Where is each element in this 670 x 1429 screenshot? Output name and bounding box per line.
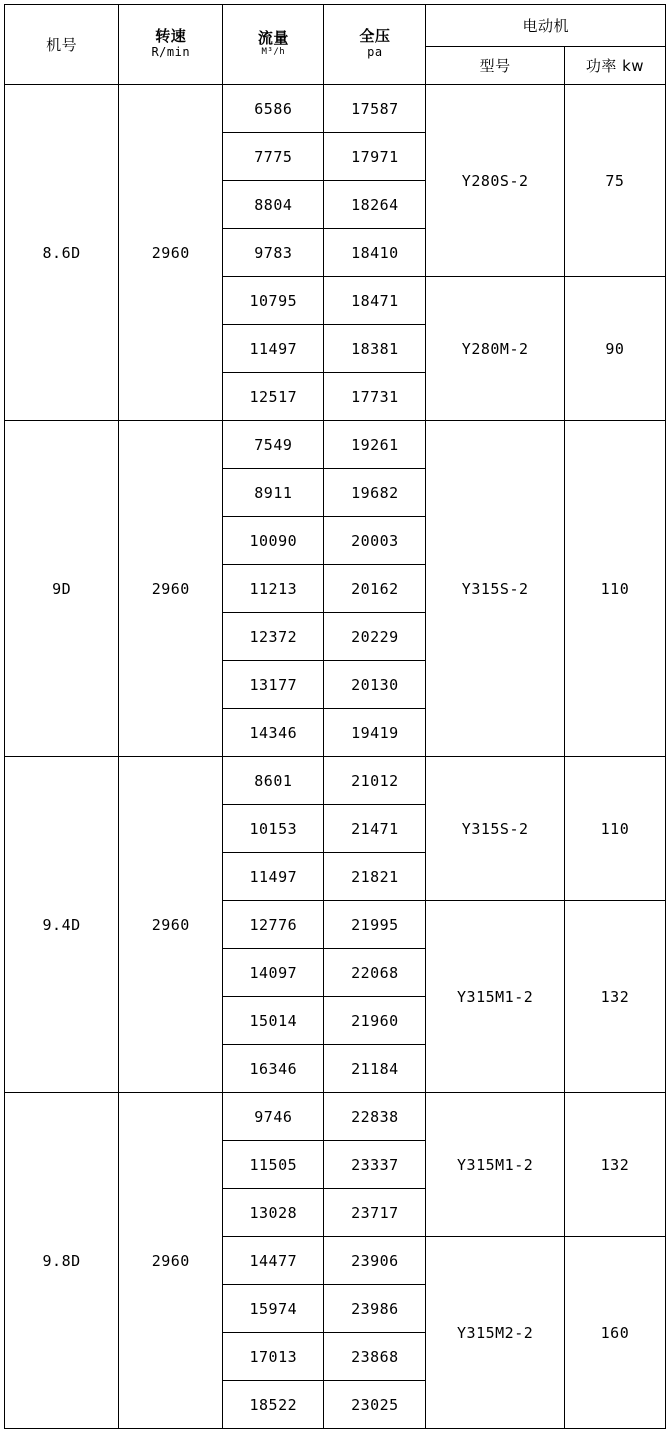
cell-flow: 10795 xyxy=(223,277,324,325)
cell-speed: 2960 xyxy=(119,85,223,421)
cell-flow: 10153 xyxy=(223,805,324,853)
cell-pressure: 18381 xyxy=(324,325,426,373)
cell-flow: 18522 xyxy=(223,1381,324,1429)
cell-flow: 17013 xyxy=(223,1333,324,1381)
cell-flow: 9746 xyxy=(223,1093,324,1141)
table-row xyxy=(5,1093,666,1141)
cell-motor-model: Y280M-2 xyxy=(426,277,564,421)
cell-flow: 11505 xyxy=(223,1141,324,1189)
cell-pressure: 23868 xyxy=(324,1333,426,1381)
cell-flow: 8911 xyxy=(223,469,324,517)
cell-pressure: 18264 xyxy=(324,181,426,229)
cell-motor-model: Y315M1-2 xyxy=(426,1093,564,1237)
cell-flow: 7775 xyxy=(223,133,324,181)
cell-machine-no: 9.4D xyxy=(5,757,119,1093)
cell-flow: 14346 xyxy=(223,709,324,757)
cell-pressure: 21821 xyxy=(324,853,426,901)
cell-flow: 9783 xyxy=(223,229,324,277)
cell-pressure: 17971 xyxy=(324,133,426,181)
header-row-primary xyxy=(5,5,666,47)
column-header-pressure xyxy=(324,5,426,85)
cell-pressure: 17731 xyxy=(324,373,426,421)
cell-machine-no: 9.8D xyxy=(5,1093,119,1429)
cell-pressure: 22068 xyxy=(324,949,426,997)
cell-speed: 2960 xyxy=(119,1093,223,1429)
column-header-speed xyxy=(119,5,223,85)
cell-pressure: 21012 xyxy=(324,757,426,805)
cell-speed: 2960 xyxy=(119,421,223,757)
cell-motor-power: 75 xyxy=(564,85,665,277)
cell-pressure: 23025 xyxy=(324,1381,426,1429)
cell-pressure: 21471 xyxy=(324,805,426,853)
column-header-motor-model: 型号 xyxy=(426,47,564,85)
cell-flow: 11213 xyxy=(223,565,324,613)
table-header xyxy=(5,5,666,85)
cell-motor-power: 132 xyxy=(564,1093,665,1237)
cell-motor-model: Y315M2-2 xyxy=(426,1237,564,1429)
table-row xyxy=(5,757,666,805)
cell-flow: 13177 xyxy=(223,661,324,709)
cell-flow: 12776 xyxy=(223,901,324,949)
cell-pressure: 18471 xyxy=(324,277,426,325)
cell-motor-model: Y315M1-2 xyxy=(426,901,564,1093)
cell-flow: 13028 xyxy=(223,1189,324,1237)
cell-pressure: 20130 xyxy=(324,661,426,709)
column-header-motor-power: 功率 kw xyxy=(564,47,665,85)
cell-machine-no: 8.6D xyxy=(5,85,119,421)
table-row xyxy=(5,85,666,133)
cell-speed: 2960 xyxy=(119,757,223,1093)
cell-pressure: 23337 xyxy=(324,1141,426,1189)
cell-pressure: 23717 xyxy=(324,1189,426,1237)
cell-motor-power: 90 xyxy=(564,277,665,421)
cell-motor-model: Y315S-2 xyxy=(426,757,564,901)
cell-pressure: 20003 xyxy=(324,517,426,565)
column-header-flow xyxy=(223,5,324,85)
cell-motor-power: 132 xyxy=(564,901,665,1093)
cell-pressure: 23986 xyxy=(324,1285,426,1333)
cell-pressure: 22838 xyxy=(324,1093,426,1141)
cell-flow: 7549 xyxy=(223,421,324,469)
column-header-speed-unit: R/min xyxy=(151,45,191,60)
cell-pressure: 21184 xyxy=(324,1045,426,1093)
cell-flow: 8804 xyxy=(223,181,324,229)
cell-pressure: 19419 xyxy=(324,709,426,757)
cell-pressure: 17587 xyxy=(324,85,426,133)
table-row xyxy=(5,421,666,469)
cell-flow: 10090 xyxy=(223,517,324,565)
cell-motor-power: 110 xyxy=(564,757,665,901)
cell-pressure: 21960 xyxy=(324,997,426,1045)
cell-flow: 8601 xyxy=(223,757,324,805)
cell-flow: 12372 xyxy=(223,613,324,661)
fan-specification-table xyxy=(4,4,666,1429)
cell-pressure: 20229 xyxy=(324,613,426,661)
cell-pressure: 19682 xyxy=(324,469,426,517)
cell-motor-power: 110 xyxy=(564,421,665,757)
cell-flow: 14097 xyxy=(223,949,324,997)
cell-flow: 6586 xyxy=(223,85,324,133)
cell-motor-model: Y315S-2 xyxy=(426,421,564,757)
cell-pressure: 23906 xyxy=(324,1237,426,1285)
column-header-motor: 电动机 xyxy=(426,5,666,47)
column-header-flow-unit: M³/h xyxy=(261,47,286,58)
column-header-flow-label: 流量 xyxy=(257,29,289,48)
fan-specification-sheet xyxy=(0,4,670,1414)
cell-flow: 16346 xyxy=(223,1045,324,1093)
cell-flow: 15014 xyxy=(223,997,324,1045)
cell-pressure: 19261 xyxy=(324,421,426,469)
cell-motor-model: Y280S-2 xyxy=(426,85,564,277)
cell-flow: 15974 xyxy=(223,1285,324,1333)
cell-pressure: 21995 xyxy=(324,901,426,949)
cell-motor-power: 160 xyxy=(564,1237,665,1429)
column-header-pressure-label: 全压 xyxy=(359,27,391,46)
table-body xyxy=(5,85,666,1429)
cell-flow: 12517 xyxy=(223,373,324,421)
cell-flow: 14477 xyxy=(223,1237,324,1285)
cell-flow: 11497 xyxy=(223,853,324,901)
column-header-machine-no: 机号 xyxy=(5,5,119,85)
cell-pressure: 20162 xyxy=(324,565,426,613)
column-header-speed-label: 转速 xyxy=(155,27,187,46)
cell-flow: 11497 xyxy=(223,325,324,373)
column-header-pressure-unit: pa xyxy=(367,45,383,60)
cell-machine-no: 9D xyxy=(5,421,119,757)
cell-pressure: 18410 xyxy=(324,229,426,277)
